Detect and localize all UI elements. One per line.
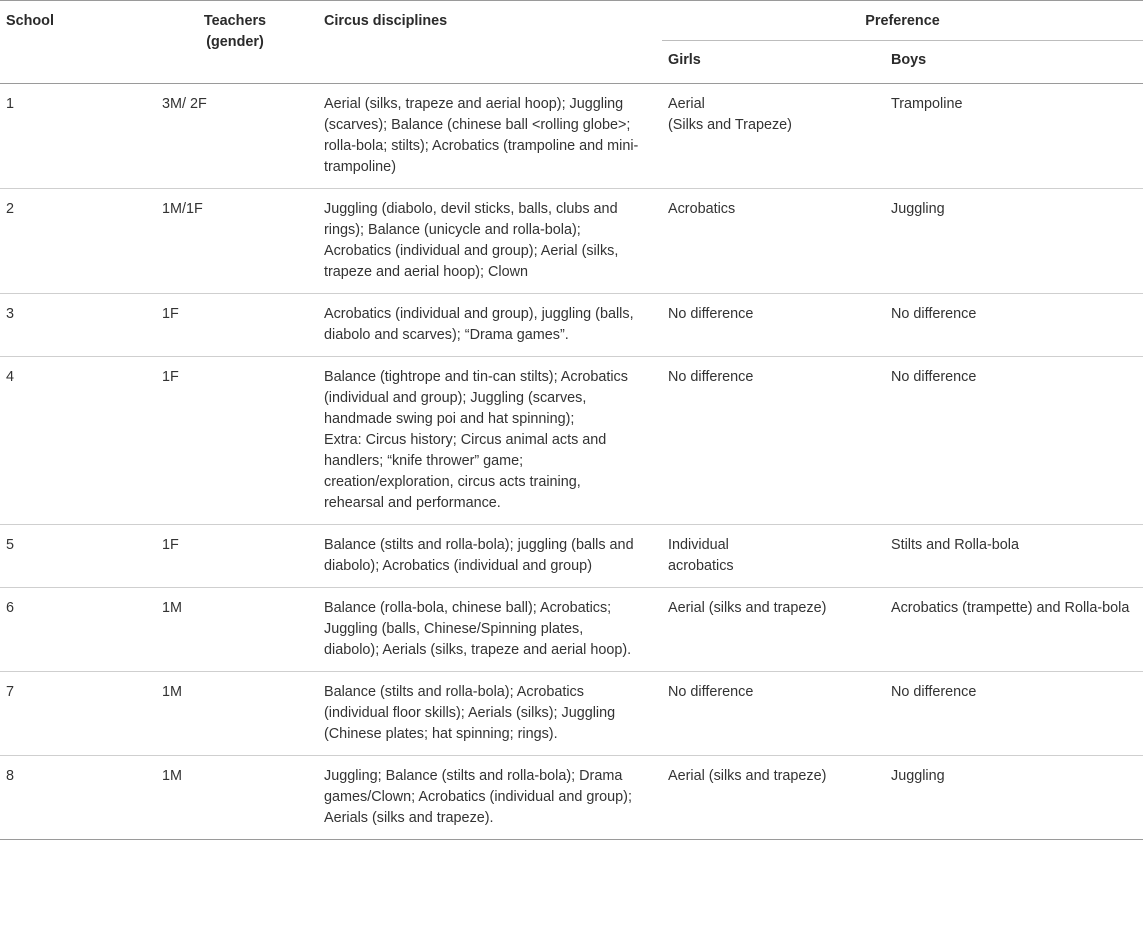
school-cell: 8 [0,756,150,840]
boys-preference-cell: No difference [885,294,1143,357]
table-row [0,84,1143,189]
girls-preference-cell: Individual acrobatics [662,525,885,588]
girls-preference-cell: Aerial (Silks and Trapeze) [662,84,885,189]
table-body [0,84,1143,840]
table-row [0,756,1143,840]
teachers-cell: 1F [150,357,318,525]
preference-header: Preference [662,1,1143,41]
boys-preference-cell: Juggling [885,756,1143,840]
school-cell: 5 [0,525,150,588]
teachers-cell: 1M [150,672,318,756]
boys-preference-cell: Stilts and Rolla-bola [885,525,1143,588]
school-cell: 1 [0,84,150,189]
teachers-header: Teachers (gender) [150,1,318,84]
disciplines-cell: Juggling (diabolo, devil sticks, balls, clubs and rings); Balance (unicycle and rolla-bola); Acrobatics (individual and group); Aerial (silks, trapeze and aerial hoop); Clown [318,189,662,294]
disciplines-cell: Aerial (silks, trapeze and aerial hoop); Juggling (scarves); Balance (chinese ball <rolling globe>; rolla-bola; stilts); Acrobatics (trampoline and mini-trampoline) [318,84,662,189]
teachers-cell: 1M [150,588,318,672]
boys-preference-cell: Trampoline [885,84,1143,189]
teachers-cell: 3M/ 2F [150,84,318,189]
table-row [0,672,1143,756]
school-cell: 6 [0,588,150,672]
school-cell: 4 [0,357,150,525]
girls-preference-cell: Aerial (silks and trapeze) [662,588,885,672]
girls-preference-cell: No difference [662,294,885,357]
school-cell: 7 [0,672,150,756]
disciplines-header: Circus disciplines [318,1,662,84]
girls-header: Girls [662,41,885,84]
table-row [0,357,1143,525]
disciplines-cell: Juggling; Balance (stilts and rolla-bola); Drama games/Clown; Acrobatics (individual and group); Aerials (silks and trapeze). [318,756,662,840]
disciplines-cell: Balance (rolla-bola, chinese ball); Acrobatics; Juggling (balls, Chinese/Spinning plates, diabolo); Aerials (silks, trapeze and aerial hoop). [318,588,662,672]
table-row [0,588,1143,672]
school-cell: 3 [0,294,150,357]
disciplines-cell: Balance (stilts and rolla-bola); Acrobatics (individual floor skills); Aerials (silks); Juggling (Chinese plates; hat spinning; rings). [318,672,662,756]
boys-preference-cell: No difference [885,672,1143,756]
table-row [0,525,1143,588]
girls-preference-cell: No difference [662,357,885,525]
school-cell: 2 [0,189,150,294]
girls-preference-cell: No difference [662,672,885,756]
teachers-cell: 1M [150,756,318,840]
girls-preference-cell: Aerial (silks and trapeze) [662,756,885,840]
teachers-cell: 1F [150,525,318,588]
disciplines-cell: Balance (tightrope and tin-can stilts); Acrobatics (individual and group); Juggling (scarves, handmade swing poi and hat spinning); Extra: Circus history; Circus animal acts and handlers; “knife thrower” game; creation/exploration, circus acts training, rehearsal and performance. [318,357,662,525]
school-header: School [0,1,150,84]
boys-preference-cell: Acrobatics (trampette) and Rolla-bola [885,588,1143,672]
boys-header: Boys [885,41,1143,84]
teachers-cell: 1F [150,294,318,357]
teachers-cell: 1M/1F [150,189,318,294]
table-row [0,294,1143,357]
header-row-top [0,1,1143,41]
girls-preference-cell: Acrobatics [662,189,885,294]
disciplines-cell: Acrobatics (individual and group), juggling (balls, diabolo and scarves); “Drama games”. [318,294,662,357]
disciplines-cell: Balance (stilts and rolla-bola); juggling (balls and diabolo); Acrobatics (individual and group) [318,525,662,588]
table-row [0,189,1143,294]
boys-preference-cell: No difference [885,357,1143,525]
table-header [0,1,1143,84]
boys-preference-cell: Juggling [885,189,1143,294]
